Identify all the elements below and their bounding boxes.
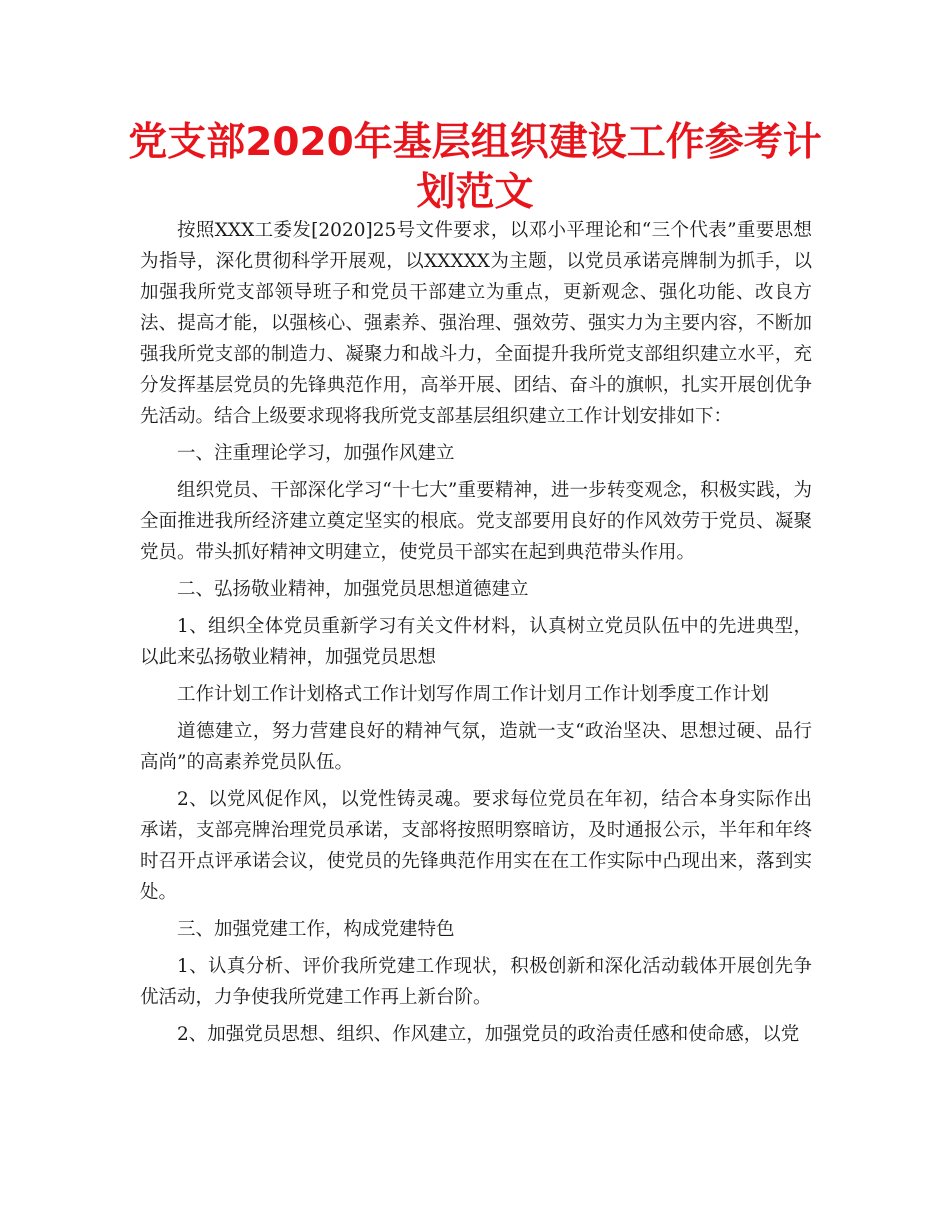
section-heading-3: 三、加强党建工作，构成党建特色 xyxy=(177,919,455,940)
paragraph-section-1: 组织党员、干部深化学习“十七大”重要精神，进一步转变观念，积极实践，为全面推进我所经济建立奠定坚实的根底。党支部要用良好的作风效劳于党员、凝聚党员。带头抓好精神文明建立，使党员干部实在起到典范带头作用。 xyxy=(140,480,812,563)
paragraph-item-2-1-continued: 道德建立，努力营建良好的精神气氛，造就一支“政治坚决、思想过硬、品行高尚”的高素养党员队伍。 xyxy=(140,721,812,773)
paragraph-intro: 按照XXX工委发[2020]25号文件要求，以邓小平理论和“三个代表”重要思想为指导，深化贯彻科学开展观，以XXXXX为主题，以党员承诺亮牌制为抓手，以加强我所党支部领导班子和党员干部建立为重点，更新观念、强化功能、改良方法、提高才能，以强核心、强素养、强治理、强效劳、强实力为主要内容，不断加强我所党支部的制造力、凝聚力和战斗力，全面提升我所党支部组织建立水平，充分发挥基层党员的先锋典范作用，高举开展、团结、奋斗的旗帜，扎实开展创优争先活动。结合上级要求现将我所党支部基层组织建立工作计划安排如下： xyxy=(140,220,812,427)
document-title: 党支部2020年基层组织建设工作参考计划范文 xyxy=(128,120,822,215)
paragraph-item-2-1: 1、组织全体党员重新学习有关文件材料，认真树立党员队伍中的先进典型，以此来弘扬敬业精神，加强党员思想 xyxy=(140,616,812,668)
paragraph-item-3-2: 2、加强党员思想、组织、作风建立，加强党员的政治责任感和使命感，以党 xyxy=(177,1024,800,1045)
paragraph-item-2-2: 2、以党风促作风，以党性铸灵魂。要求每位党员在年初，结合本身实际作出承诺，支部亮牌治理党员承诺，支部将按照明察暗访，及时通报公示，半年和年终时召开点评承诺会议，使党员的先锋典范作用实在在工作实际中凸现出来，落到实处。 xyxy=(140,789,812,903)
document-body xyxy=(140,215,812,1056)
paragraph-keyword-line: 工作计划工作计划格式工作计划写作周工作计划月工作计划季度工作计划 xyxy=(177,684,770,705)
paragraph-item-3-1: 1、认真分析、评价我所党建工作现状，积极创新和深化活动载体开展创先争优活动，力争使我所党建工作再上新台阶。 xyxy=(140,956,812,1008)
section-heading-1: 一、注重理论学习，加强作风建立 xyxy=(177,443,455,464)
section-heading-2: 二、弘扬敬业精神，加强党员思想道德建立 xyxy=(177,579,529,600)
